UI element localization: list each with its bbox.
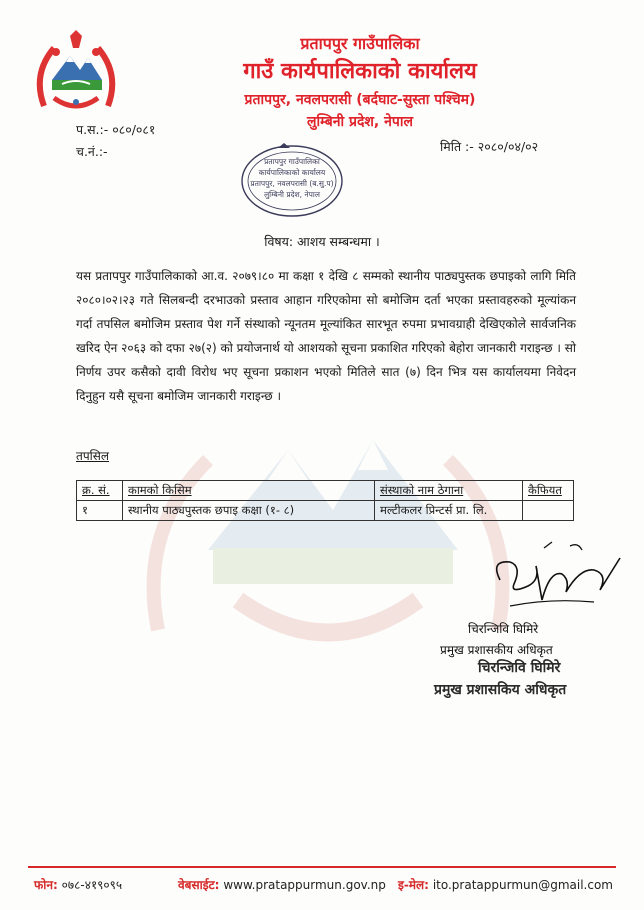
seal-line-2: कार्यपालिकाको कार्यालय [258,168,326,177]
cell-work-type: स्थानीय पाठ्यपुस्तक छपाइ कक्षा (१- ८) [123,501,375,521]
handwritten-signature [470,540,630,620]
cell-remarks [523,501,574,521]
phone-value: ०७८-४१९०९५ [61,878,123,892]
seal-line-3: प्रतापपुर, नवलपरासी (ब.सु.प) [250,179,334,188]
footer-phone [34,876,122,893]
phone-label: फोन: [34,878,58,892]
letter-date: मिति :- २०८०/०४/०२ [440,139,539,154]
cell-serial: १ [77,501,123,521]
office-name: गाउँ कार्यपालिकाको कार्यालय [243,59,477,84]
footer-email [398,876,613,893]
email-link[interactable]: ito.pratappurmun@gmail.com [432,878,613,892]
name-stamp: चिरन्जिवि घिमिरे [478,660,561,676]
details-heading: तपसिल [76,449,110,463]
letter-reference-number: प.स.:- ०८०/०८१ [76,122,156,137]
post-stamp: प्रमुख प्रशासकिय अधिकृत [434,682,567,698]
bidder-table [76,480,574,521]
footer-divider [28,866,616,868]
seal-line-1: प्रतापपुर गाउँपालिका [264,157,320,166]
nepal-emblem-icon [30,28,122,120]
col-serial: क्र. सं. [77,481,123,501]
subject-line: विषय: आशय सम्बन्धमा । [264,234,380,249]
footer-website [178,876,386,893]
municipality-name: प्रतापपुर गाउँपालिका [300,34,420,53]
office-seal [238,142,346,220]
table-header-row [77,481,574,501]
cell-organization: मल्टीकलर प्रिन्टर्स प्रा. लि. [375,501,523,521]
province-name: लुम्बिनी प्रदेश, नेपाल [307,114,413,130]
signatory-post: प्रमुख प्रशासकीय अधिकृत [440,643,553,657]
website-link[interactable]: www.pratappurmun.gov.np [223,878,386,892]
office-address: प्रतापपुर, नवलपरासी (बर्दघाट-सुस्ता पश्चिम) [244,92,476,108]
table-row [77,501,574,521]
seal-line-4: लुम्बिनी प्रदेश, नेपाल [264,190,320,199]
notice-body: यस प्रतापपुर गाउँपालिकाको आ.व. २०७९।८० मा कक्षा १ देखि ८ सम्मको स्थानीय पाठ्यपुस्तक छपाइको लागि मिति २०८०।०२।२३ गते सिलबन्दी दरभाउको प्रस्ताव आहान गरिएकोमा सो बमोजिम दर्ता भएका प्रस्तावहरुको मूल्यांकन गर्दा तपसिल बमोजिम प्रस्ताव पेश गर्ने संस्थाको न्यूनतम मूल्यांकित सारभूत रुपमा प्रभावग्राही देखिएकोले सार्वजनिक खरिद ऐन २०६३ को दफा २७(२) को प्रयोजनार्थ यो आशयको सूचना प्रकाशित गरिएको बेहोरा जानकारी गराइन्छ । सो निर्णय उपर कसैको दावी विरोध भए सूचना प्रकाशन भएको मितिले सात (७) दिन भित्र यस कार्यालयमा निवेदन दिनुहुन यसै सूचना बमोजिम जानकारी गराइन्छ । [76,269,576,403]
col-remarks: कैफियत [523,481,574,501]
signatory-name: चिरन्जिवि घिमिरे [468,622,539,636]
dispatch-number: च.नं.:- [76,144,108,159]
col-work-type: कामको किसिम [123,481,375,501]
website-label: वेबसाईट: [178,878,220,892]
email-label: इ-मेल: [398,878,429,892]
col-organization: संस्थाको नाम ठेगाना [375,481,523,501]
